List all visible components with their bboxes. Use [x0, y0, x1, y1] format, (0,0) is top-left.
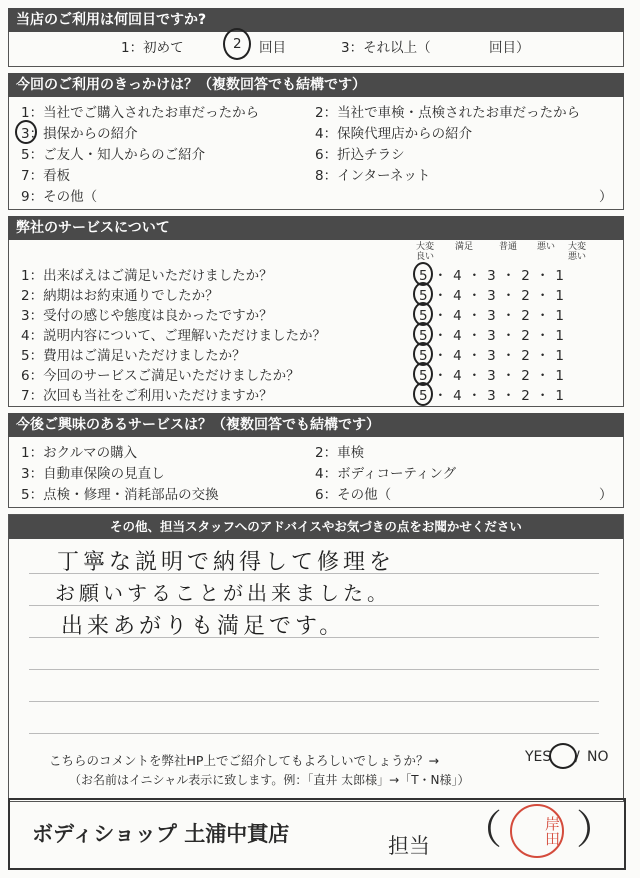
- q3-scale-1: 5・4・3・2・1: [419, 268, 570, 284]
- staff-hanko-stamp: [510, 804, 564, 858]
- q2-item-9: 9：その他（: [21, 189, 98, 205]
- q3-scale-7: 5・4・3・2・1: [419, 388, 570, 404]
- q2-item-9-close: ）: [599, 189, 613, 205]
- q4-item-6: 6：その他（: [315, 487, 392, 503]
- q2-item-3: 3：損保からの紹介: [21, 126, 138, 142]
- consent-slash: /: [575, 749, 580, 765]
- ruled-line: [29, 701, 599, 702]
- q2-item-8: 8：インターネット: [315, 168, 431, 184]
- q2-item-1: 1：当社でご購入されたお車だったから: [21, 105, 260, 121]
- q4-item-4: 4：ボディコーティング: [315, 466, 457, 482]
- q5-title: その他、担当スタッフへのアドバイスやお気づきの点をお聞かせください: [9, 515, 623, 539]
- q2-options: [8, 97, 624, 210]
- q1-opt2: 2: [233, 36, 242, 52]
- q2-item-7: 7：看板: [21, 168, 71, 184]
- q3-header-4: 悪い: [536, 242, 555, 252]
- q3-scale-2: 5・4・3・2・1: [419, 288, 570, 304]
- q2-item-2: 2：当社で車検・点検されたお車だったから: [315, 105, 581, 121]
- q3-title: 弊社のサービスについて: [8, 216, 624, 240]
- ruled-line: [29, 733, 599, 734]
- consent-no: NO: [587, 749, 609, 765]
- q3-ratings: [8, 240, 624, 407]
- shop-name: ボディショップ 土浦中貫店: [32, 822, 290, 846]
- staff-paren-close: ）: [576, 807, 616, 853]
- q3-question-1: 1：出来ばえはご満足いただけましたか？: [21, 268, 273, 284]
- q4-item-3: 3：自動車保険の見直し: [21, 466, 165, 482]
- q3-question-6: 6：今回のサービスご満足いただけましたか？: [21, 368, 300, 384]
- q4-options: [8, 437, 624, 508]
- q1-options: [8, 32, 624, 67]
- q2-selected-circle: [15, 120, 37, 144]
- q3-scale-3: 5・4・3・2・1: [419, 308, 570, 324]
- hanko-text: 岸田: [543, 816, 561, 846]
- q3-header-2: 満足: [454, 242, 473, 252]
- q3-scale-5: 5・4・3・2・1: [419, 348, 570, 364]
- handwritten-line-2: お願いすることが出来ました。: [55, 581, 391, 605]
- q2-item-6: 6：折込チラシ: [315, 147, 405, 163]
- q3-question-3: 3：受付の感じや態度は良かったですか？: [21, 308, 273, 324]
- q4-item-5: 5：点検・修理・消耗部品の交換: [21, 487, 219, 503]
- q4-title: 今後ご興味のあるサービスは？（複数回答でも結構です）: [8, 413, 624, 437]
- consent-yes: YES: [525, 749, 552, 765]
- q4-item-2: 2：車検: [315, 445, 365, 461]
- staff-paren-open: （: [462, 807, 502, 853]
- handwritten-line-1: 丁寧な説明で納得して修理を: [57, 550, 396, 575]
- q3-header-5: 大変悪い: [567, 242, 586, 262]
- q3-question-5: 5：費用はご満足いただけましたか？: [21, 348, 246, 364]
- footer-box: [8, 798, 626, 870]
- q2-item-5: 5：ご友人・知人からのご紹介: [21, 147, 206, 163]
- handwritten-line-3: 出来あがりも満足です。: [61, 614, 346, 639]
- consent-note: （お名前はイニシャル表示に致します。例：「直井 太郎様」→「T・N様」）: [69, 773, 470, 787]
- q3-question-7: 7：次回も当社をご利用いただけますか？: [21, 388, 273, 404]
- q1-opt2-suffix: 回目: [259, 40, 286, 56]
- q3-answer-circle-7: [413, 382, 433, 406]
- q3-scale-4: 5・4・3・2・1: [419, 328, 570, 344]
- q2-item-4: 4：保険代理店からの紹介: [315, 126, 473, 142]
- q3-question-4: 4：説明内容について、ご理解いただけましたか？: [21, 328, 327, 344]
- q2-title: 今回のご利用のきっかけは？（複数回答でも結構です）: [8, 73, 624, 97]
- consent-yes-circle: [549, 743, 577, 769]
- q3-header-1: 大変良い: [415, 242, 434, 262]
- q5-comment-box: [8, 514, 624, 802]
- q1-opt1: 1：初めて: [121, 40, 184, 56]
- q1-title: 当店のご利用は何回目ですか?: [8, 8, 624, 32]
- q3-header-3: 普通: [498, 242, 517, 252]
- consent-question: こちらのコメントを弊社HP上でご紹介してもよろしいでしょうか？→: [49, 753, 439, 768]
- q4-item-6-close: ）: [599, 487, 613, 503]
- q4-item-1: 1：おクルマの購入: [21, 445, 138, 461]
- q3-scale-6: 5・4・3・2・1: [419, 368, 570, 384]
- q1-selected-circle: [223, 28, 251, 60]
- survey-form: [8, 8, 624, 802]
- q3-question-2: 2：納期はお約束通りでしたか？: [21, 288, 219, 304]
- ruled-line: [29, 669, 599, 670]
- staff-label: 担当: [388, 834, 430, 858]
- q1-opt3: 3：それ以上（: [341, 40, 431, 56]
- q1-opt3-suffix: 回目）: [489, 40, 530, 56]
